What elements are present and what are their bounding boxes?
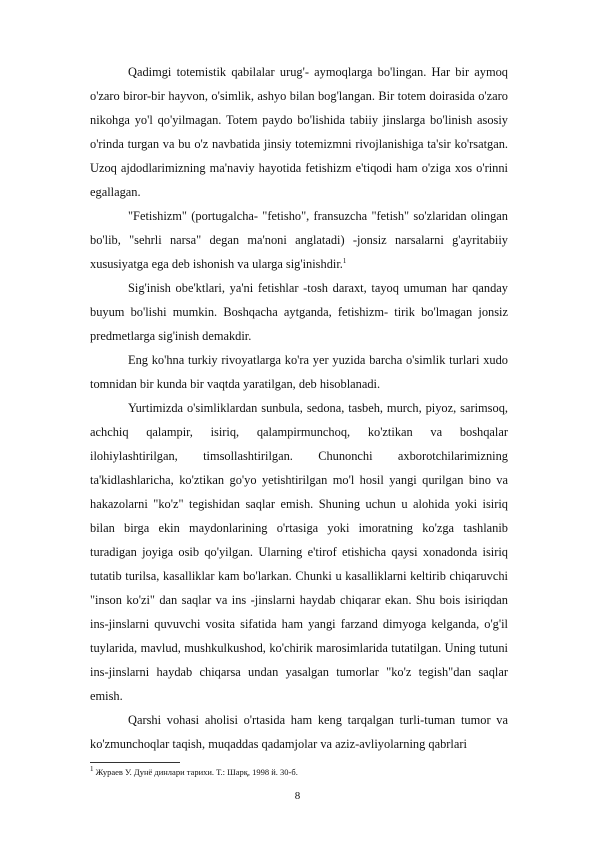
page-number: 8 [294, 790, 301, 802]
body-text [90, 60, 508, 756]
paragraph-5: Yurtimizda o'simliklardan sunbula, sedona, tasbeh, murch, piyoz, sarimsoq, achchiq qalampir, isiriq, qalampirmunchoq, ko'ztikan va boshqalar ilohiylashtirilgan, timsollashtirilgan. Chunonchi axborotchilarimizning ta'kidlashlaricha, ko'ztikan go'yo yetishtirilgan mo'l hosil yangi qurilgan bino va hakazolarni "ko'z" tegishidan saqlar emish. Shuning uchun u alohida yoki isiriq bilan birga ekin maydonlarining o'rtasiga yoki imoratning ko'zga tashlanib turadigan joyiga osib qo'yilgan. Ularning e'tirof etishicha qaysi xonadonda isiriq tutatib turilsa, kasalliklar kam bo'larkan. Chunki u kasalliklarni keltirib chiqaruvchi "inson ko'zi" dan saqlar va ins -jinslarni haydab chiqarar ekan. Shu bois isiriqdan ins-jinslarni quvuvchi vosita sifatida ham yangi farzand dimyoga kelganda, o'g'il tuylarida, mavlud, mushkulkushod, ko'chirik marosimlarida tutatilgan. Uning tutuni ins-jinslarni haydab chiqarsa undan yasalgan tumorlar "ko'z tegish"dan saqlar emish. [90, 401, 508, 703]
footnote-text: Жураев У. Дунё динлари тарихи. Т.: Шарқ, 1998 й. 30-б. [95, 767, 298, 777]
footnote-number: 1 [90, 765, 94, 774]
paragraph-3: Sig'inish obe'ktlari, ya'ni fetishlar -tosh daraxt, tayoq umuman har qanday buyum bo'lishi mumkin. Boshqacha aytganda, fetishizm- tirik bo'lmagan jonsiz predmetlarga sig'inish demakdir. [90, 281, 508, 343]
paragraph-1: Qadimgi totemistik qabilalar urug'- aymoqlarga bo'lingan. Har bir aymoq o'zaro biror-bir hayvon, o'simlik, ashyo bilan bog'langan. Bir totem doirasida o'zaro nikohga yo'l qo'yilmagan. Totem paydo bo'lishida tabiiy jinslarga bo'linish asosiy o'rinda turgan va bu o'z navbatida jinsiy totemizmni rivojlanishiga ta'sir ko'rsatgan. Uzoq ajdodlarimizning ma'naviy hayotida fetishizm e'tiqodi ham o'ziga xos o'rinni egallagan. [90, 65, 508, 199]
footnote [90, 766, 508, 778]
footnote-reference[interactable]: 1 [342, 256, 347, 265]
paragraph-4: Eng ko'hna turkiy rivoyatlarga ko'ra yer yuzida barcha o'simlik turlari xudo tomnidan bir kunda bir vaqtda yaratilgan, deb hisoblanadi. [90, 353, 508, 391]
paragraph-2 [90, 204, 508, 276]
paragraph-2-text: "Fetishizm" (portugalcha- "fetisho", fransuzcha "fetish" so'zlaridan olingan bo'lib, "sehrli narsa" degan ma'noni anglatadi) -jonsiz narsalarni g'ayritabiiy xususiyatga ega deb ishonish va ularga sig'inishdir. [90, 209, 508, 271]
paragraph-6: Qarshi vohasi aholisi o'rtasida ham keng tarqalgan turli-tuman tumor va ko'zmunchoqlar taqish, muqaddas qadamjolar va aziz-avliyolarning qabrlari [90, 713, 508, 751]
footnote-divider [90, 762, 180, 763]
